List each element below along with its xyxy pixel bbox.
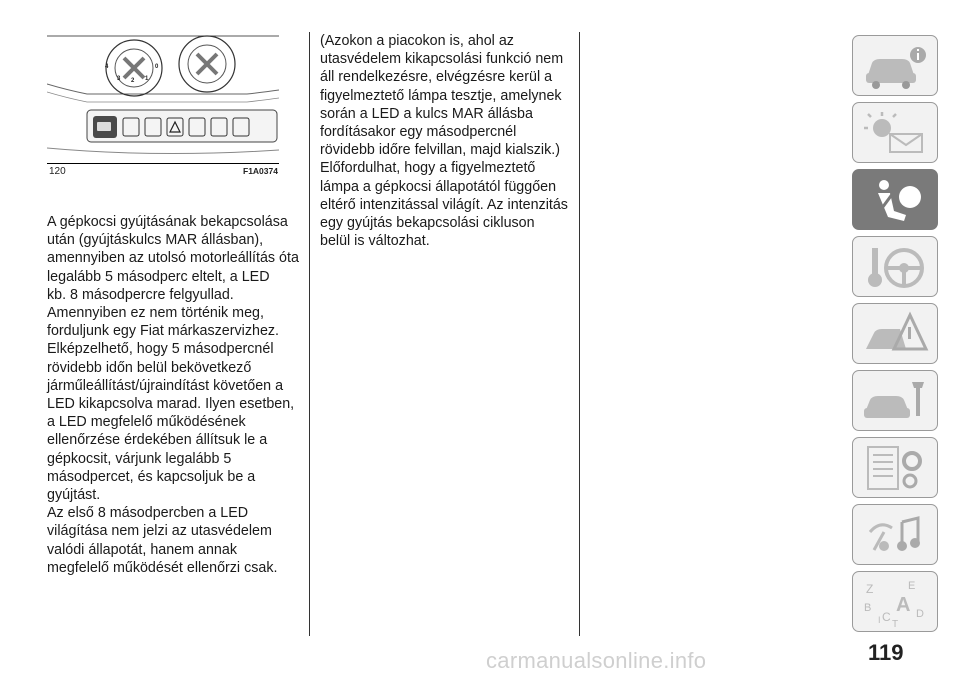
- tab-multimedia[interactable]: [852, 504, 938, 565]
- figure-rule: [47, 163, 279, 164]
- index-letter: C: [882, 609, 891, 624]
- knob-mark: 2: [131, 78, 135, 84]
- right-column-text: (Azokon a piacokon is, ahol az utasvédelem kikapcsolási funkció nem áll rendelkezésre, elvégzésre kerül a figyelmeztető lámpa tesztje, amelynek során a LED a kulcs MAR állásba fordításakor egy másodpercnél rövidebb időre felvillan, majd kialszik.) Előfordulhat, hogy a figyelmeztető lámpa a gépkocsi állapotától függően eltérő intenzitással világít. Az intenzitás egy gyújtás bekapcsolási cikluson belül is változhat.: [320, 33, 568, 250]
- car-maintenance-icon: [860, 376, 930, 426]
- right-column-rule: [579, 32, 580, 636]
- left-column-text: A gépkocsi gyújtásának bekapcsolása után (gyújtáskulcs MAR állásban), amennyiben az utolsó motorleállítás óta legalább 5 másodperc eltelt, a LED kb. 8 másodpercre felgyullad. Amennyiben ez nem történik meg, forduljunk egy Fiat márkaszervizhez. Elképzelhető, hogy 5 másodpercnél rövidebb időn belül bekövetkező járműleállítást/újraindítást követően a LED kikapcsolva marad. Ilyen esetben, a LED megfelelő működésének ellenőrzése érdekében állítsuk le a gépkocsit, várjunk legalább 5 másodpercet, és kapcsoljuk be a gyújtást. Az első 8 másodpercben a LED világítása nem jelzi az utasvédelem valódi állapotát, hanem annak megfelelő működését ellenőrzi csak.: [47, 214, 299, 576]
- emergency-triangle-icon: [860, 309, 930, 359]
- tab-maintenance[interactable]: [852, 370, 938, 431]
- watermark: carmanualsonline.info: [486, 648, 707, 673]
- index-letter: E: [908, 579, 916, 592]
- index-letter: D: [916, 607, 924, 620]
- warning-lights-icon: [860, 108, 930, 158]
- index-letter: I: [878, 614, 881, 625]
- page-number: 119: [868, 640, 904, 665]
- figure-number: 120: [49, 166, 66, 177]
- tab-car-info[interactable]: [852, 35, 938, 96]
- dashboard-switch-panel-illustration: [47, 32, 279, 162]
- multimedia-icon: [860, 510, 930, 560]
- knob-mark: 4: [105, 64, 109, 70]
- car-info-icon: [860, 41, 930, 91]
- tab-safety[interactable]: [852, 169, 938, 230]
- tab-warning-lights[interactable]: [852, 102, 938, 163]
- technical-data-icon: [860, 443, 930, 493]
- knob-mark: 3: [117, 76, 121, 82]
- key-steering-wheel-icon: [860, 242, 930, 292]
- index-letter: T: [892, 618, 899, 627]
- tab-technical-data[interactable]: [852, 437, 938, 498]
- alphabetical-index-icon: [860, 577, 930, 627]
- tab-emergency[interactable]: [852, 303, 938, 364]
- index-letter: B: [864, 601, 872, 614]
- knob-mark: 1: [145, 76, 149, 82]
- index-letter: Z: [866, 581, 874, 596]
- tab-starting-driving[interactable]: [852, 236, 938, 297]
- seat-airbag-icon: [860, 175, 930, 225]
- index-letter: A: [896, 593, 911, 616]
- column-divider: [309, 32, 310, 636]
- knob-mark: 0: [155, 64, 159, 70]
- tab-index[interactable]: [852, 571, 938, 632]
- dashboard-figure: [47, 32, 279, 162]
- figure-code: F1A0374: [243, 166, 278, 176]
